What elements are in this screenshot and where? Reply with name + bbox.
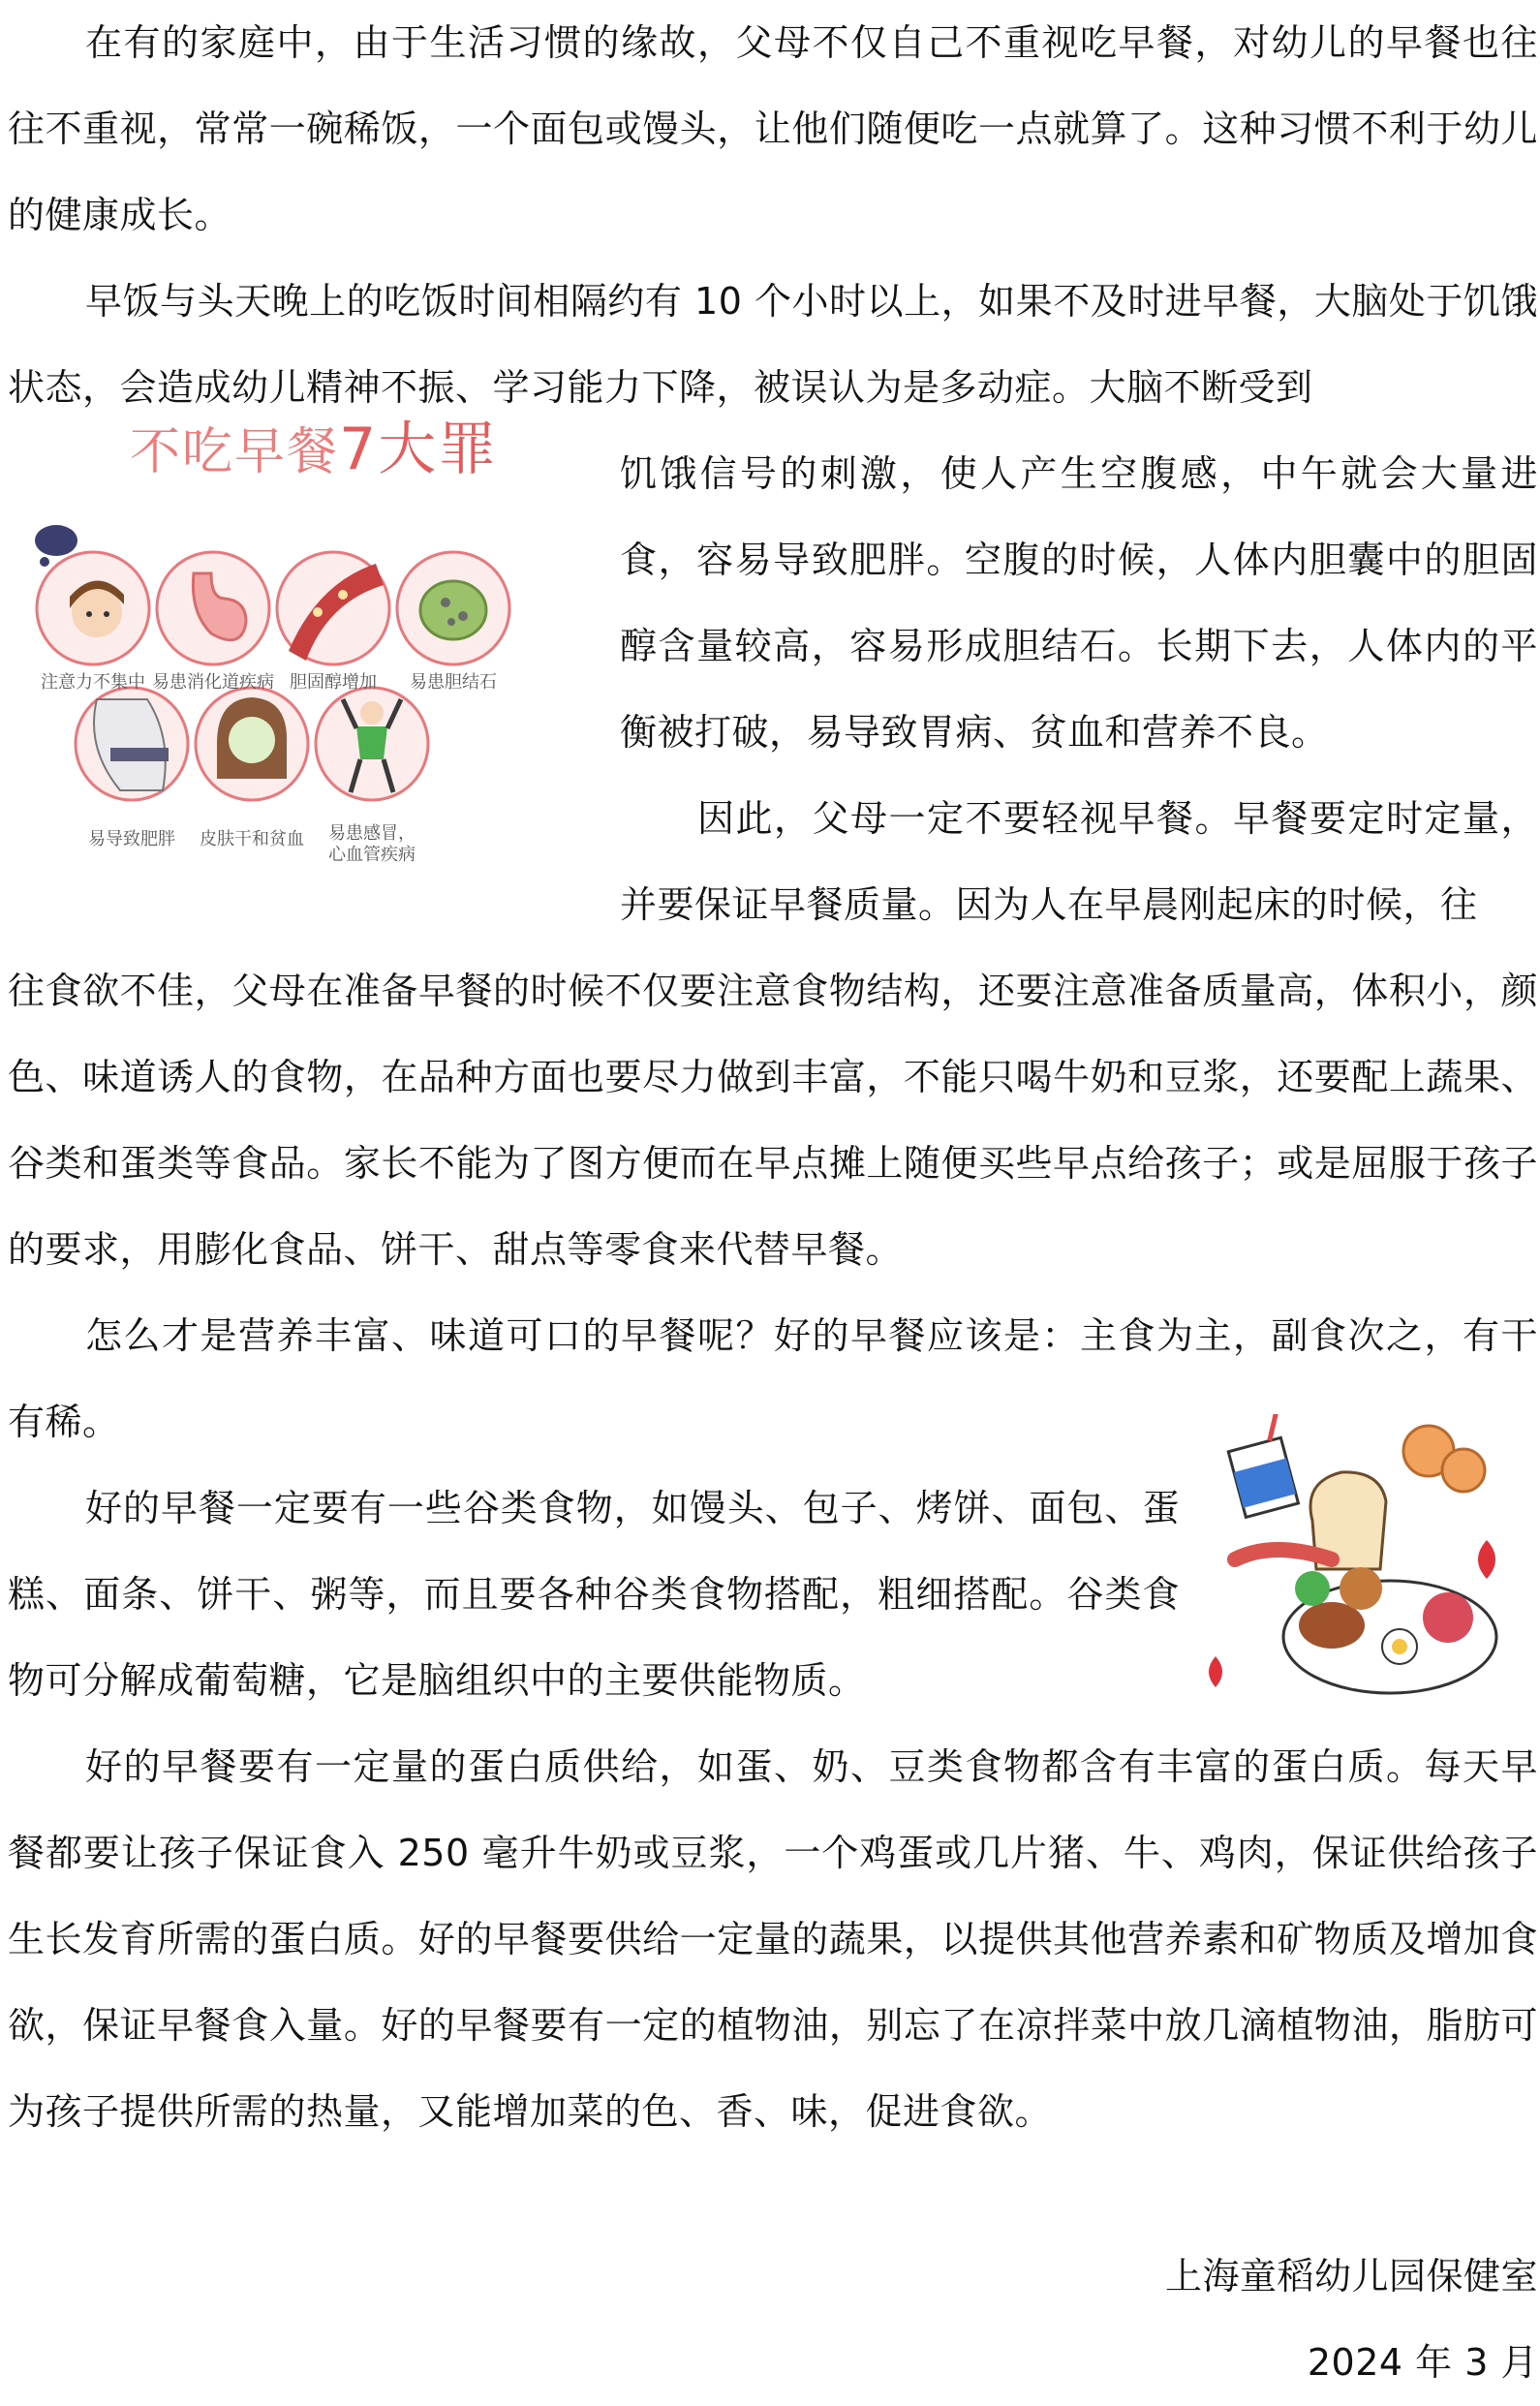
plate-icon <box>1283 1567 1496 1693</box>
obesity-icon <box>76 688 188 800</box>
paragraph-4: 怎么才是营养丰富、味道可口的早餐呢？好的早餐应该是：主食为主，副食次之，有干有稀。 <box>8 1314 1538 1443</box>
breakfast-food-illustration <box>1196 1414 1525 1705</box>
caption-obesity: 易导致肥胖 <box>88 829 175 849</box>
cold-heart-disease-icon <box>316 688 428 800</box>
blood-vessel-icon <box>277 552 389 664</box>
infographic-title-number: 7大罪 <box>339 416 499 483</box>
paragraph-2-side: 饥饿信号的刺激，使人产生空腹感，中午就会大量进食，容易导致肥胖。空腹的时候，人体内胆囊中的胆固醇含量较高，容易形成胆结石。长期下去，人体内的平衡被打破，易导致胃病、贫血和营养不良。 <box>620 452 1538 754</box>
gallstone-icon <box>397 552 509 664</box>
infographic-title-text: 不吃早餐 <box>130 423 340 481</box>
skip-breakfast-infographic <box>27 418 599 883</box>
pastry-icon <box>1403 1426 1485 1492</box>
infographic-drawing <box>27 418 599 883</box>
paragraph-6: 好的早餐要有一定量的蛋白质供给，如蛋、奶、豆类食物都含有丰富的蛋白质。每天早餐都要让孩子保证食入 250 毫升牛奶或豆浆，一个鸡蛋或几片猪、牛、鸡肉，保证供给孩子生长发育所需的蛋白质。好的早餐要供给一定量的蔬果，以提供其他营养素和矿物质及增加食欲，保证早餐食入量。好的早餐要有一定的植物油，别忘了在凉拌菜中放几滴植物油，脂肪可为孩子提供所需的热量，又能增加菜的色、香、味，促进食欲。 <box>8 1745 1538 2133</box>
paragraph-1: 在有的家庭中，由于生活习惯的缘故，父母不仅自己不重视吃早餐，对幼儿的早餐也往往不重视，常常一碗稀饭，一个面包或馒头，让他们随便吃一点就算了。这种习惯不利于幼儿的健康成长。 <box>8 21 1538 236</box>
paragraph-3-side: 因此，父母一定不要轻视早餐。早餐要定时定量，并要保证早餐质量。因为人在早晨刚起床的时候，往 <box>620 797 1538 926</box>
paragraph-5: 好的早餐一定要有一些谷类食物，如馒头、包子、烤饼、面包、蛋糕、面条、饼干、粥等，而且要各种谷类食物搭配，粗细搭配。谷类食物可分解成葡萄糖，它是脑组织中的主要供能物质。 <box>8 1487 1180 1702</box>
dry-skin-anemia-icon <box>196 688 308 800</box>
caption-inattention: 注意力不集中 <box>41 672 145 693</box>
caption-cholesterol: 胆固醇增加 <box>290 672 377 693</box>
paragraph-2-top: 早饭与头天晚上的吃饭时间相隔约有 10 个小时以上，如果不及时进早餐，大脑处于饥饿状态，会造成幼儿精神不振、学习能力下降，被误认为是多动症。大脑不断受到 <box>8 280 1538 409</box>
breakfast-food-icon <box>1196 1414 1525 1705</box>
signature-org: 上海童稻幼儿园保健室 <box>1164 2255 1538 2298</box>
caption-cold-heart: 易患感冒， 心血管疾病 <box>328 823 416 865</box>
signature-date: 2024 年 3 月 <box>1307 2341 1538 2384</box>
distracted-child-icon <box>37 552 149 664</box>
caption-gallstone: 易患胆结石 <box>410 672 497 693</box>
caption-skin-anemia: 皮肤干和贫血 <box>200 829 304 849</box>
sausage-icon <box>1235 1550 1332 1559</box>
caption-digestive: 易患消化道疾病 <box>152 672 274 693</box>
stomach-icon <box>157 552 269 664</box>
milk-carton-icon <box>1220 1414 1302 1517</box>
paragraph-3-full: 往食欲不佳，父母在准备早餐的时候不仅要注意食物结构，还要注意准备质量高，体积小，颜色、味道诱人的食物，在品种方面也要尽力做到丰富，不能只喝牛奶和豆浆，还要配上蔬果、谷类和蛋类等食品。家长不能为了图方便而在早点摊上随便买些早点给孩子；或是屈服于孩子的要求，用膨化食品、饼干、甜点等零食来代替早餐。 <box>8 970 1538 1271</box>
